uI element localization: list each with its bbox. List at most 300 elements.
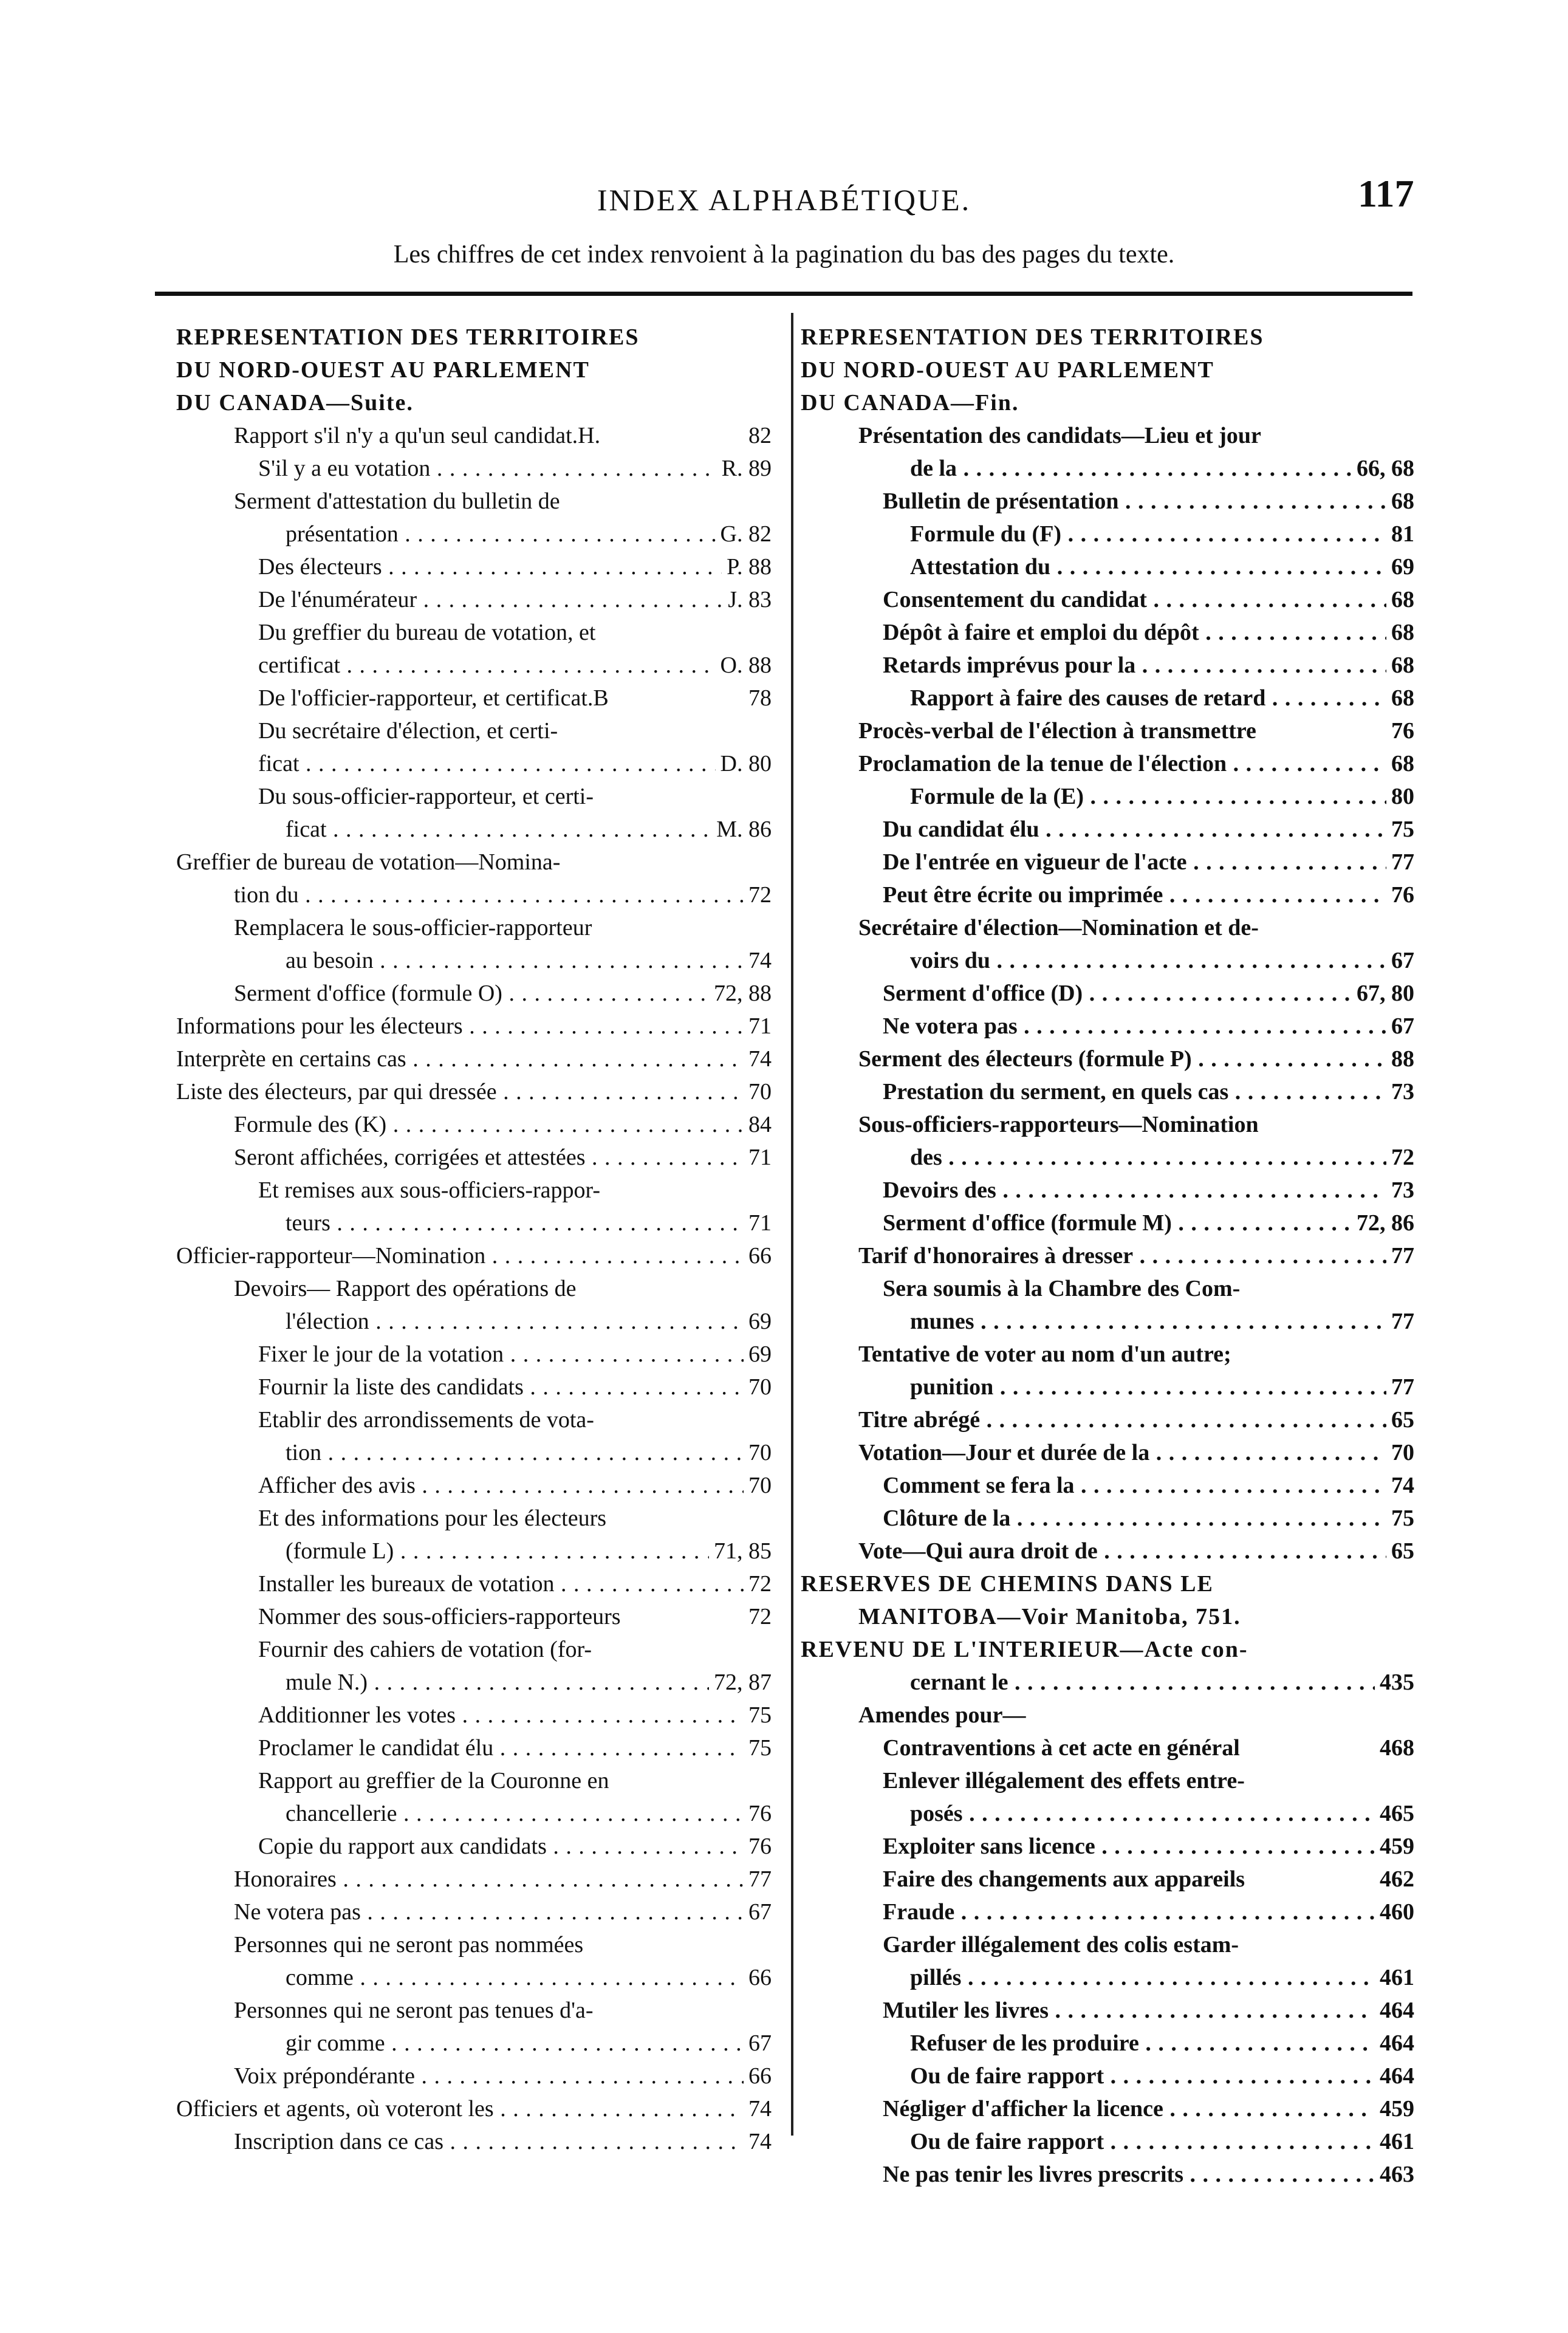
- index-entry-text: tion du . . .: [234, 882, 772, 908]
- index-entry-page-ref: 71: [744, 1207, 772, 1239]
- index-entry-page-ref: R. 89: [717, 452, 772, 485]
- index-entry-text: chancellerie . . .: [286, 1801, 772, 1826]
- index-entry-text: de la . . .: [910, 456, 1414, 481]
- index-entry-page-ref: 435: [1375, 1666, 1414, 1699]
- index-entry: [176, 550, 772, 583]
- index-entry-page-ref: 459: [1375, 1830, 1414, 1863]
- index-entry: [176, 1699, 772, 1732]
- index-entry-text: des . . .: [910, 1145, 1414, 1170]
- index-entry-text: Prestation du serment, en quels cas . . .: [883, 1079, 1414, 1105]
- index-entry: [176, 354, 772, 386]
- index-entry: [801, 1994, 1414, 2027]
- index-entry-text: Devoirs des . . .: [883, 1177, 1414, 1203]
- index-entry: [801, 1272, 1414, 1305]
- index-entry-page-ref: 81: [1386, 518, 1414, 550]
- index-entry-text: Fournir la liste des candidats . . .: [258, 1374, 772, 1400]
- index-entry-page-ref: 460: [1375, 1896, 1414, 1928]
- index-entry-page-ref: 67: [1386, 944, 1414, 977]
- index-entry: [801, 1797, 1414, 1830]
- index-entry-page-ref: 67: [744, 1896, 772, 1928]
- index-entry-text: Du greffier du bureau de votation, et: [258, 620, 596, 645]
- index-entry: [176, 1338, 772, 1371]
- index-entry: [176, 616, 772, 649]
- index-entry-page-ref: 464: [1375, 2027, 1414, 2060]
- index-entry-text: Tentative de voter au nom d'un autre;: [858, 1341, 1231, 1367]
- index-entry: [801, 485, 1414, 518]
- index-entry-text: Et remises aux sous-officiers-rappor-: [258, 1177, 601, 1203]
- index-entry-text: Honoraires . . .: [234, 1866, 772, 1892]
- index-entry-text: Faire des changements aux appareils: [883, 1866, 1245, 1892]
- index-entry-text: Serment d'office (D) . . .: [883, 981, 1414, 1006]
- index-entry: [176, 911, 772, 944]
- index-entry: [801, 2027, 1414, 2060]
- index-entry-text: cernant le . . .: [910, 1670, 1414, 1695]
- index-entry-text: Ne pas tenir les livres prescrits . . .: [883, 2162, 1414, 2187]
- index-entry: [176, 1961, 772, 1994]
- index-entry: [801, 1928, 1414, 1961]
- index-entry: [176, 1797, 772, 1830]
- index-entry-text: ficat . . .: [258, 751, 772, 776]
- index-entry-page-ref: 77: [1386, 846, 1414, 879]
- index-entry-page-ref: 72: [744, 879, 772, 911]
- index-entry-text: Votation—Jour et durée de la . . .: [858, 1440, 1414, 1465]
- index-entry-page-ref: 74: [744, 2125, 772, 2158]
- page-number: 117: [1358, 172, 1414, 215]
- index-entry: [801, 2060, 1414, 2092]
- index-entry: [801, 1403, 1414, 1436]
- index-entry: [801, 1043, 1414, 1075]
- index-entry: [176, 1469, 772, 1502]
- index-entry-text: Fixer le jour de la votation . . .: [258, 1341, 772, 1367]
- index-entry-page-ref: 71: [744, 1141, 772, 1174]
- index-entry-page-ref: 71: [744, 1010, 772, 1043]
- index-entry-page-ref: 76: [744, 1830, 772, 1863]
- index-entry: [176, 879, 772, 911]
- index-entry-page-ref: 69: [744, 1338, 772, 1371]
- index-entry: [176, 747, 772, 780]
- index-entry-text: Procès-verbal de l'élection à transmettre: [858, 718, 1256, 744]
- index-entry-page-ref: 462: [1375, 1863, 1414, 1896]
- index-entry-text: munes . . .: [910, 1309, 1414, 1334]
- index-entry-page-ref: 72, 88: [709, 977, 772, 1010]
- left-index-column: [176, 321, 772, 2158]
- index-entry-text: Liste des électeurs, par qui dressée . . .: [176, 1079, 772, 1105]
- index-entry-text: comme . . .: [286, 1965, 772, 1990]
- index-entry-page-ref: 74: [744, 1043, 772, 1075]
- index-entry-text: Serment d'office (formule O) . . .: [234, 981, 772, 1006]
- index-entry: [176, 714, 772, 747]
- index-entry: [801, 813, 1414, 846]
- index-entry-page-ref: 74: [1386, 1469, 1414, 1502]
- index-entry-page-ref: 461: [1375, 2125, 1414, 2158]
- index-entry-page-ref: 67, 80: [1352, 977, 1414, 1010]
- index-entry: [801, 1699, 1414, 1732]
- index-entry-text: Fournir des cahiers de votation (for-: [258, 1637, 592, 1662]
- index-entry: [176, 386, 772, 419]
- index-entry-page-ref: 82: [744, 419, 772, 452]
- index-entry-text: Ou de faire rapport . . .: [910, 2063, 1414, 2089]
- index-entry: [801, 1371, 1414, 1403]
- index-entry: [176, 1043, 772, 1075]
- index-entry-page-ref: 72, 87: [709, 1666, 772, 1699]
- index-entry-text: Fraude . . .: [883, 1899, 1414, 1925]
- index-entry: [176, 1502, 772, 1535]
- index-entry: [801, 1600, 1414, 1633]
- index-entry-text: MANITOBA—Voir Manitoba, 751.: [858, 1604, 1241, 1629]
- index-entry-page-ref: 70: [744, 1436, 772, 1469]
- index-entry-page-ref: 69: [744, 1305, 772, 1338]
- index-entry-text: Formule du (F) . . .: [910, 521, 1414, 547]
- index-entry: [176, 518, 772, 550]
- index-entry-text: Proclamation de la tenue de l'élection . . .: [858, 751, 1414, 776]
- index-entry-text: gir comme . . .: [286, 2030, 772, 2056]
- index-entry-text: punition . . .: [910, 1374, 1414, 1400]
- index-entry: [801, 1174, 1414, 1207]
- index-entry-text: Sous-officiers-rapporteurs—Nomination: [858, 1112, 1259, 1137]
- index-entry-page-ref: 75: [1386, 813, 1414, 846]
- index-entry-text: Rapport au greffier de la Couronne en: [258, 1768, 609, 1793]
- index-entry-page-ref: 72: [744, 1600, 772, 1633]
- index-entry: [176, 1732, 772, 1764]
- index-entry: [176, 1010, 772, 1043]
- index-entry-page-ref: 66: [744, 1239, 772, 1272]
- index-entry: [176, 419, 772, 452]
- index-entry: [801, 419, 1414, 452]
- index-entry-text: Formule de la (E) . . .: [910, 784, 1414, 809]
- index-entry: [801, 1010, 1414, 1043]
- column-divider: [791, 313, 793, 2136]
- index-entry-page-ref: 75: [744, 1699, 772, 1732]
- index-entry: [801, 1108, 1414, 1141]
- index-entry-text: certificat . . .: [258, 653, 772, 678]
- index-entry: [801, 1666, 1414, 1699]
- index-entry-page-ref: 71, 85: [709, 1535, 772, 1567]
- index-entry-text: présentation . . .: [286, 521, 772, 547]
- index-entry-page-ref: 77: [744, 1863, 772, 1896]
- index-entry-page-ref: 67: [1386, 1010, 1414, 1043]
- index-entry: [801, 649, 1414, 682]
- index-entry-page-ref: 72, 86: [1352, 1207, 1414, 1239]
- index-entry: [801, 583, 1414, 616]
- index-entry-page-ref: 68: [1386, 485, 1414, 518]
- index-entry-text: Négliger d'afficher la licence . . .: [883, 2096, 1414, 2122]
- index-entry: [176, 1764, 772, 1797]
- index-entry-page-ref: 70: [744, 1371, 772, 1403]
- index-entry: [801, 1338, 1414, 1371]
- index-entry: [176, 1207, 772, 1239]
- index-entry-text: teurs . . .: [286, 1210, 772, 1236]
- index-entry-page-ref: 72: [1386, 1141, 1414, 1174]
- index-entry-text: Et des informations pour les électeurs: [258, 1506, 607, 1531]
- index-entry: [176, 1535, 772, 1567]
- index-entry-text: Consentement du candidat . . .: [883, 587, 1414, 612]
- index-entry-page-ref: 66: [744, 1961, 772, 1994]
- index-entry: [801, 714, 1414, 747]
- index-entry-text: Installer les bureaux de votation . . .: [258, 1571, 772, 1597]
- index-entry-text: De l'entrée en vigueur de l'acte . . .: [883, 849, 1414, 875]
- index-entry-page-ref: 78: [744, 682, 772, 714]
- index-entry: [801, 1896, 1414, 1928]
- index-entry-text: Devoirs— Rapport des opérations de: [234, 1276, 577, 1301]
- index-entry-page-ref: 464: [1375, 2060, 1414, 2092]
- index-entry-page-ref: 77: [1386, 1371, 1414, 1403]
- index-entry-text: Secrétaire d'élection—Nomination et de-: [858, 915, 1259, 940]
- index-entry: [801, 1863, 1414, 1896]
- index-entry: [801, 2158, 1414, 2191]
- index-entry-text: Copie du rapport aux candidats . . .: [258, 1834, 772, 1859]
- index-entry: [176, 977, 772, 1010]
- index-entry-text: Formule des (K) . . .: [234, 1112, 772, 1137]
- index-entry-text: Personnes qui ne seront pas nommées: [234, 1932, 584, 1958]
- index-entry: [801, 1830, 1414, 1863]
- index-entry-text: Refuser de les produire . . .: [910, 2030, 1414, 2056]
- index-entry: [801, 1502, 1414, 1535]
- index-entry: [801, 2125, 1414, 2158]
- page-title: INDEX ALPHABÉTIQUE.: [597, 183, 971, 217]
- index-entry: [801, 911, 1414, 944]
- index-entry: [176, 1863, 772, 1896]
- index-entry: [801, 1436, 1414, 1469]
- index-entry-text: S'il y a eu votation . . .: [258, 456, 772, 481]
- index-entry-page-ref: 80: [1386, 780, 1414, 813]
- index-entry: [176, 1567, 772, 1600]
- index-entry-text: Amendes pour—: [858, 1702, 1026, 1728]
- index-entry: [801, 1305, 1414, 1338]
- index-entry-text: REPRESENTATION DES TERRITOIRES: [176, 324, 640, 350]
- index-entry-text: Greffier de bureau de votation—Nomina-: [176, 849, 561, 875]
- index-entry: [801, 1141, 1414, 1174]
- index-entry-page-ref: D. 80: [716, 747, 772, 780]
- index-entry-page-ref: 88: [1386, 1043, 1414, 1075]
- index-entry: [801, 1075, 1414, 1108]
- index-entry: [176, 1305, 772, 1338]
- index-entry-text: Afficher des avis . . .: [258, 1473, 772, 1498]
- index-entry: [801, 1961, 1414, 1994]
- index-entry-text: Peut être écrite ou imprimée . . .: [883, 882, 1414, 908]
- index-entry-text: Mutiler les livres . . .: [883, 1998, 1414, 2023]
- index-entry-page-ref: 66: [744, 2060, 772, 2092]
- index-entry: [801, 354, 1414, 386]
- index-entry: [176, 1830, 772, 1863]
- index-entry-page-ref: 70: [744, 1469, 772, 1502]
- index-entry-text: Nommer des sous-officiers-rapporteurs: [258, 1604, 621, 1629]
- index-entry-text: Retards imprévus pour la . . .: [883, 653, 1414, 678]
- index-entry-text: posés . . .: [910, 1801, 1414, 1826]
- index-entry: [176, 1600, 772, 1633]
- index-entry-text: au besoin . . .: [286, 948, 772, 973]
- index-entry: [176, 2125, 772, 2158]
- index-entry-text: Sera soumis à la Chambre des Com-: [883, 1276, 1241, 1301]
- index-entry: [176, 1994, 772, 2027]
- index-entry-page-ref: 73: [1386, 1174, 1414, 1207]
- index-entry-text: Interprète en certains cas . . .: [176, 1046, 772, 1072]
- index-entry: [801, 1764, 1414, 1797]
- index-entry: [176, 1239, 772, 1272]
- right-index-column: [801, 321, 1414, 2191]
- index-entry-text: DU NORD-OUEST AU PARLEMENT: [176, 357, 590, 383]
- index-entry: [176, 2092, 772, 2125]
- index-entry-text: Du secrétaire d'élection, et certi-: [258, 718, 558, 744]
- index-entry-text: Du candidat élu . . .: [883, 817, 1414, 842]
- index-entry: [176, 1075, 772, 1108]
- index-entry: [801, 682, 1414, 714]
- index-entry-page-ref: 465: [1375, 1797, 1414, 1830]
- index-entry: [176, 1403, 772, 1436]
- index-entry: [176, 944, 772, 977]
- index-entry: [176, 1928, 772, 1961]
- index-entry-page-ref: M. 86: [711, 813, 772, 846]
- index-entry-page-ref: G. 82: [716, 518, 772, 550]
- index-entry-text: Informations pour les électeurs . . .: [176, 1013, 772, 1039]
- index-entry-text: Additionner les votes . . .: [258, 1702, 772, 1728]
- index-entry-text: pillés . . .: [910, 1965, 1414, 1990]
- index-entry: [176, 1272, 772, 1305]
- index-entry: [176, 682, 772, 714]
- index-entry-text: Clôture de la . . .: [883, 1506, 1414, 1531]
- index-entry: [801, 1567, 1414, 1600]
- index-entry-text: Attestation du . . .: [910, 554, 1414, 580]
- index-entry-text: DU NORD-OUEST AU PARLEMENT: [801, 357, 1214, 383]
- index-entry-text: Proclamer le candidat élu . . .: [258, 1735, 772, 1761]
- index-entry: [176, 813, 772, 846]
- index-entry-text: Seront affichées, corrigées et attestées . . .: [234, 1145, 772, 1170]
- index-entry-page-ref: 84: [744, 1108, 772, 1141]
- index-entry-page-ref: 65: [1386, 1403, 1414, 1436]
- index-entry: [176, 1174, 772, 1207]
- index-entry: [801, 944, 1414, 977]
- index-entry-page-ref: 74: [744, 2092, 772, 2125]
- index-entry-page-ref: 464: [1375, 1994, 1414, 2027]
- index-entry: [801, 1535, 1414, 1567]
- index-entry: [176, 780, 772, 813]
- index-entry: [176, 1666, 772, 1699]
- index-entry-page-ref: 73: [1386, 1075, 1414, 1108]
- index-entry-text: Des électeurs . . .: [258, 554, 772, 580]
- index-entry-text: Officier-rapporteur—Nomination . . .: [176, 1243, 772, 1269]
- index-entry-text: Du sous-officier-rapporteur, et certi-: [258, 784, 594, 809]
- index-entry: [176, 452, 772, 485]
- index-entry: [176, 1371, 772, 1403]
- index-entry-page-ref: 70: [1386, 1436, 1414, 1469]
- index-entry: [801, 550, 1414, 583]
- index-entry: [176, 321, 772, 354]
- index-entry: [176, 1633, 772, 1666]
- index-entry: [801, 1633, 1414, 1666]
- index-entry-page-ref: 66, 68: [1352, 452, 1414, 485]
- index-entry-text: Titre abrégé . . .: [858, 1407, 1414, 1433]
- index-entry-text: Ne votera pas . . .: [234, 1899, 772, 1925]
- index-entry-page-ref: 468: [1375, 1732, 1414, 1764]
- index-entry-page-ref: 68: [1386, 747, 1414, 780]
- index-entry: [176, 1108, 772, 1141]
- index-entry-page-ref: 68: [1386, 682, 1414, 714]
- index-entry-text: DU CANADA—Suite.: [176, 390, 414, 416]
- index-entry-text: Inscription dans ce cas . . .: [234, 2129, 772, 2154]
- index-entry: [176, 485, 772, 518]
- index-entry: [801, 616, 1414, 649]
- index-entry-text: Rapport s'il n'y a qu'un seul candidat.H.: [234, 423, 601, 448]
- index-entry-page-ref: 77: [1386, 1305, 1414, 1338]
- index-entry: [801, 1469, 1414, 1502]
- index-entry-page-ref: 75: [1386, 1502, 1414, 1535]
- index-entry-page-ref: 463: [1375, 2158, 1414, 2191]
- index-entry-text: Bulletin de présentation . . .: [883, 488, 1414, 514]
- index-entry-page-ref: 68: [1386, 616, 1414, 649]
- index-entry-text: REPRESENTATION DES TERRITOIRES: [801, 324, 1264, 350]
- index-entry-text: Dépôt à faire et emploi du dépôt . . .: [883, 620, 1414, 645]
- index-entry-text: l'élection . . .: [286, 1309, 772, 1334]
- index-entry-page-ref: 72: [744, 1567, 772, 1600]
- index-entry: [176, 2027, 772, 2060]
- index-entry-text: Remplacera le sous-officier-rapporteur: [234, 915, 592, 940]
- index-entry-text: Ne votera pas . . .: [883, 1013, 1414, 1039]
- index-entry-text: Serment des électeurs (formule P) . . .: [858, 1046, 1414, 1072]
- index-entry-page-ref: 75: [744, 1732, 772, 1764]
- index-entry-text: mule N.) . . .: [286, 1670, 772, 1695]
- index-entry-text: Contraventions à cet acte en général: [883, 1735, 1240, 1761]
- index-entry: [801, 1239, 1414, 1272]
- index-entry-page-ref: 70: [744, 1075, 772, 1108]
- index-entry-text: Comment se fera la . . .: [883, 1473, 1414, 1498]
- index-entry-text: Tarif d'honoraires à dresser . . .: [858, 1243, 1414, 1269]
- index-entry: [176, 1896, 772, 1928]
- index-entry: [176, 1436, 772, 1469]
- index-entry: [176, 2060, 772, 2092]
- index-entry-page-ref: O. 88: [716, 649, 772, 682]
- index-entry-page-ref: 76: [1386, 714, 1414, 747]
- index-entry-text: ficat . . .: [286, 817, 772, 842]
- index-entry-text: Garder illégalement des colis estam-: [883, 1932, 1239, 1958]
- index-entry: [801, 780, 1414, 813]
- index-entry-text: Personnes qui ne seront pas tenues d'a-: [234, 1998, 594, 2023]
- index-entry-page-ref: J. 83: [723, 583, 772, 616]
- index-entry: [801, 2092, 1414, 2125]
- index-entry-text: Enlever illégalement des effets entre-: [883, 1768, 1245, 1793]
- index-entry-page-ref: 459: [1375, 2092, 1414, 2125]
- index-entry-text: Présentation des candidats—Lieu et jour: [858, 423, 1261, 448]
- index-entry: [801, 452, 1414, 485]
- index-entry-text: (formule L) . . .: [286, 1538, 772, 1564]
- index-entry-text: Exploiter sans licence . . .: [883, 1834, 1414, 1859]
- index-entry-text: voirs du . . .: [910, 948, 1414, 973]
- index-entry-text: Vote—Qui aura droit de . . .: [858, 1538, 1414, 1564]
- index-entry-text: Ou de faire rapport . . .: [910, 2129, 1414, 2154]
- index-entry: [801, 1207, 1414, 1239]
- index-entry-text: Voix prépondérante . . .: [234, 2063, 772, 2089]
- index-entry-text: De l'énumérateur . . .: [258, 587, 772, 612]
- index-entry: [176, 846, 772, 879]
- index-entry-text: Serment d'office (formule M) . . .: [883, 1210, 1414, 1236]
- index-entry-text: RESERVES DE CHEMINS DANS LE: [801, 1571, 1214, 1597]
- index-entry-page-ref: 76: [1386, 879, 1414, 911]
- index-entry-page-ref: 68: [1386, 649, 1414, 682]
- index-entry: [176, 1141, 772, 1174]
- index-entry-text: Serment d'attestation du bulletin de: [234, 488, 560, 514]
- index-entry: [176, 583, 772, 616]
- index-entry: [801, 518, 1414, 550]
- index-entry-page-ref: 67: [744, 2027, 772, 2060]
- index-entry-text: Rapport à faire des causes de retard . . .: [910, 685, 1414, 711]
- header-rule: [155, 292, 1412, 296]
- index-entry-page-ref: 74: [744, 944, 772, 977]
- index-entry-text: tion . . .: [286, 1440, 772, 1465]
- index-entry: [801, 747, 1414, 780]
- index-entry: [801, 1732, 1414, 1764]
- index-entry: [801, 386, 1414, 419]
- index-entry: [801, 879, 1414, 911]
- index-entry: [801, 846, 1414, 879]
- index-entry-text: De l'officier-rapporteur, et certificat.B: [258, 685, 609, 711]
